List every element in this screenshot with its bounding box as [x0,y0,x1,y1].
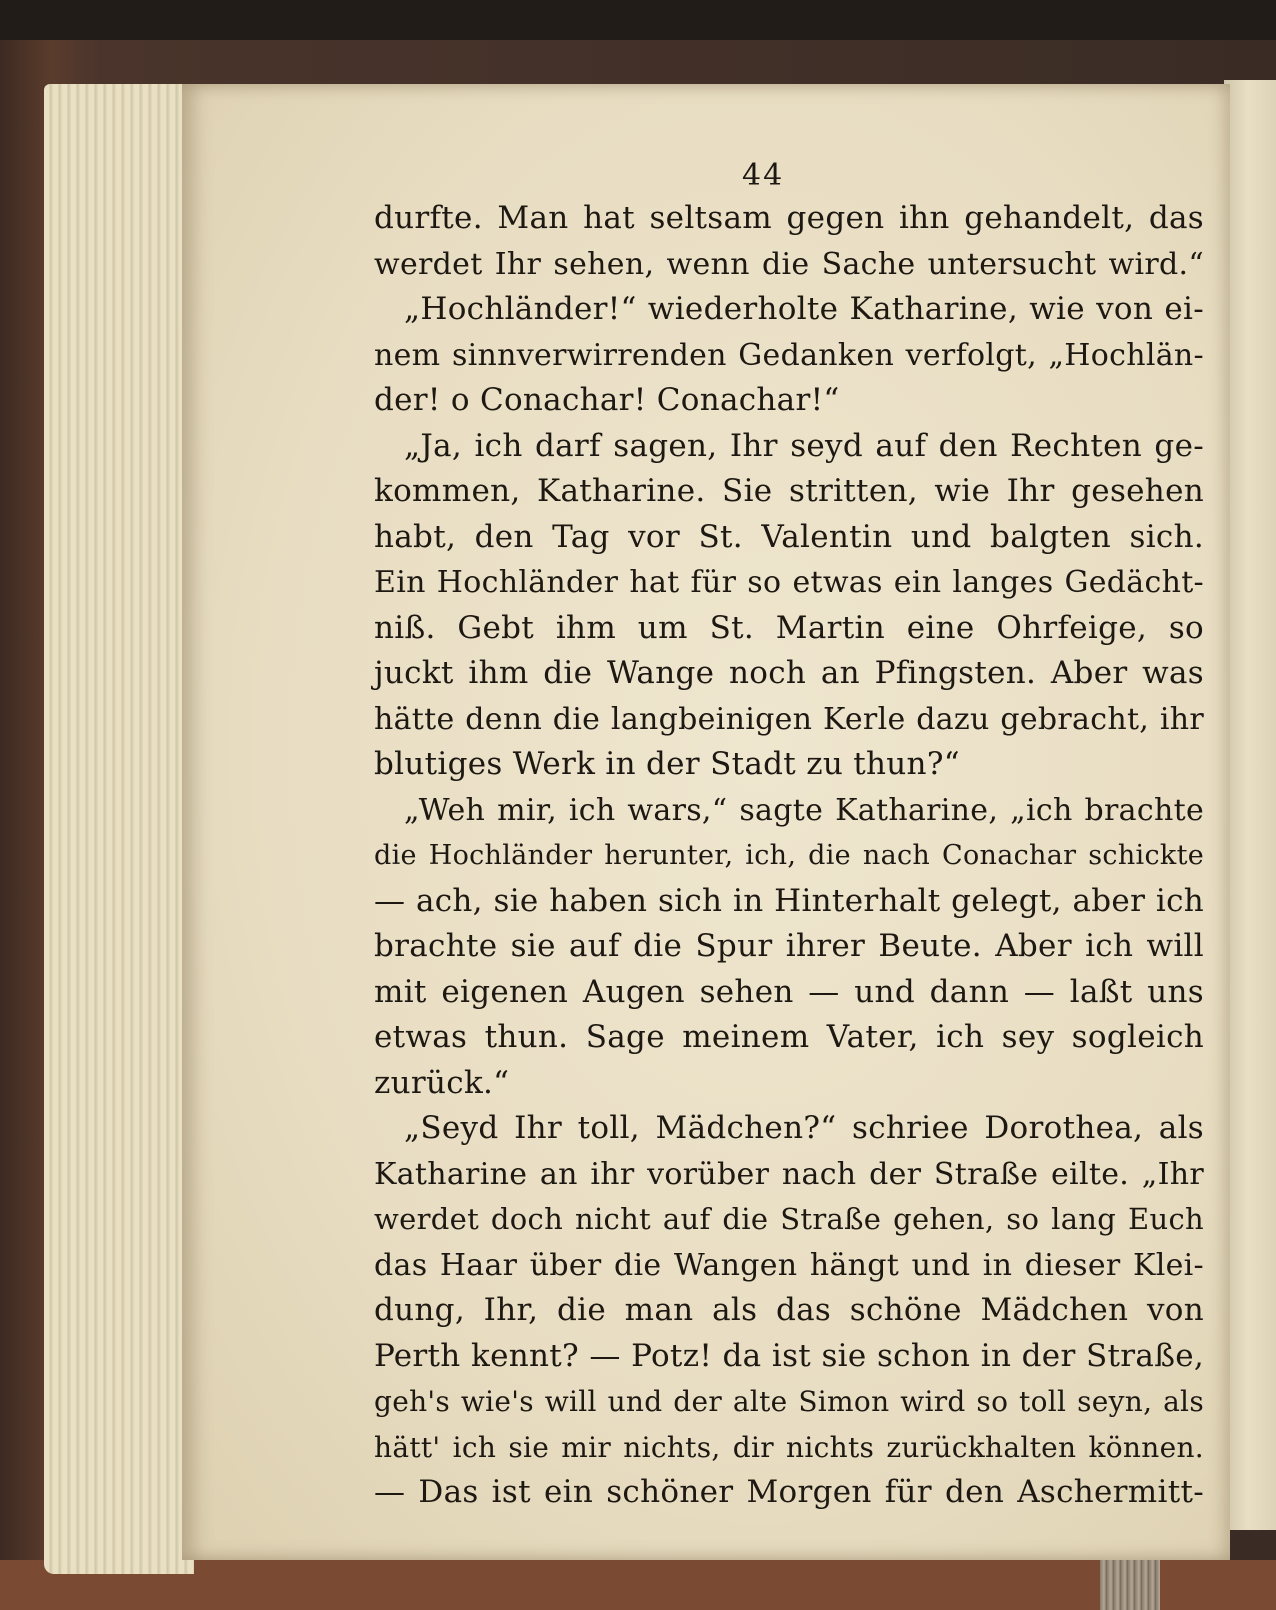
text-line: „Weh mir, ich wars,“ sagte Katharine, „ich brachte [404,792,1204,828]
text-line: geh's wie's will und der alte Simon wird so toll seyn, als [374,1385,1204,1418]
text-line: durfte. Man hat seltsam gegen ihn gehandelt, das [374,200,1204,236]
text-line: der! o Conachar! Conachar!“ [374,382,840,418]
facing-page-edge [1224,80,1276,1530]
text-line: „Seyd Ihr toll, Mädchen?“ schriee Dorothea, als [404,1110,1204,1146]
text-line: — ach, sie haben sich in Hinterhalt gelegt, aber ich [374,882,1204,919]
text-line: blutiges Werk in der Stadt zu thun?“ [374,746,960,782]
text-line: „Ja, ich darf sagen, Ihr seyd auf den Rechten ge- [404,427,1204,464]
text-line: mit eigenen Augen sehen — und dann — laßt uns [374,973,1204,1010]
page-number: 44 [742,158,785,193]
text-line: kommen, Katharine. Sie stritten, wie Ihr gesehen [374,473,1204,509]
text-line: nem sinnverwirrenden Gedanken verfolgt, „Hochlän- [374,337,1204,373]
page-stack-edges [44,84,194,1574]
text-line: „Hochländer!“ wiederholte Katharine, wie von ei- [404,291,1204,327]
text-line: das Haar über die Wangen hängt und in dieser Klei- [374,1247,1204,1283]
text-line: dung, Ihr, die man als das schöne Mädchen von [374,1292,1204,1328]
page-text [374,196,1204,1516]
text-line: die Hochländer herunter, ich, die nach Conachar schickte [374,840,1204,871]
text-line: zurück.“ [374,1064,510,1101]
text-line: werdet doch nicht auf die Straße gehen, so lang Euch [374,1202,1204,1236]
text-line: etwas thun. Sage meinem Vater, ich sey sogleich [374,1019,1204,1055]
text-line: hätte denn die langbeinigen Kerle dazu gebracht, ihr [374,701,1204,737]
text-line: — Das ist ein schöner Morgen für den Aschermitt- [374,1474,1204,1510]
book-page [182,84,1230,1560]
text-line: habt, den Tag vor St. Valentin und balgten sich. [374,518,1204,555]
text-line: brachte sie auf die Spur ihrer Beute. Aber ich will [374,928,1204,964]
text-line: niß. Gebt ihm um St. Martin eine Ohrfeige, so [374,609,1204,646]
text-line: Katharine an ihr vorüber nach der Straße eilte. „Ihr [374,1156,1204,1192]
text-line: juckt ihm die Wange noch an Pfingsten. Aber was [374,655,1204,691]
text-line: Perth kennt? — Potz! da ist sie schon in der Straße, [374,1337,1204,1374]
text-line: hätt' ich sie mir nichts, dir nichts zurückhalten können. [374,1430,1204,1464]
text-line: werdet Ihr sehen, wenn die Sache untersucht wird.“ [374,246,1204,282]
text-line: Ein Hochländer hat für so etwas ein langes Gedächt- [374,565,1204,600]
